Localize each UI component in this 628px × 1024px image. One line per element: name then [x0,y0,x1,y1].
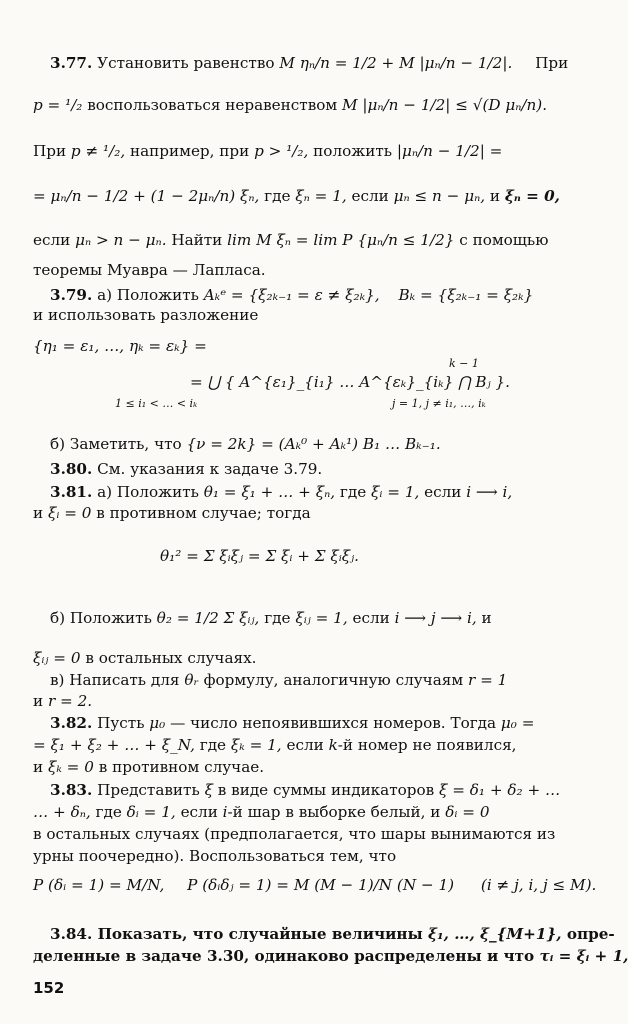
problem-3-79-eq-2 [190,374,510,391]
problem-number: 3.83. [50,781,93,799]
formula: M |μₙ/n − 1/2| ≤ √(D μₙ/n). [342,96,548,114]
problem-3-77-line-2: p = ¹/₂ воспользоваться неравенством M |μₙ/n − 1/2| ≤ √(D μₙ/n). [33,96,548,114]
problem-3-81-line-7: и r = 2. [33,692,93,710]
problem-number: 3.82. [50,714,93,732]
problem-3-79-eq-2-union-range: 1 ≤ i₁ < … < iₖ [115,397,198,410]
problem-3-79-line-2: и использовать разложение [33,306,259,324]
formula: {η₁ = ε₁, …, ηₖ = εₖ} = [33,337,207,355]
formula: Aₖᵉ = {ξ₂ₖ₋₁ = ε ≠ ξ₂ₖ}, [203,286,380,304]
problem-number: 3.84. [50,925,93,943]
problem-3-79-line-1: 3.79. а) Положить Aₖᵉ = {ξ₂ₖ₋₁ = ε ≠ ξ₂ₖ}, Bₖ = {ξ₂ₖ₋₁ = ξ₂ₖ} [50,286,534,304]
problem-number: 3.81. [50,483,93,501]
problem-3-77-line-6: теоремы Муавра — Лапласа. [33,261,266,279]
formula: = ⋃ { A^{ε₁}_{i₁} … A^{εₖ}_{iₖ} ⋂ Bⱼ }. [190,373,510,391]
problem-3-83-formulas: P (δᵢ = 1) = M/N, P (δᵢδⱼ = 1) = M (M − 1)/N (N − 1) (i ≠ j, i, j ≤ M). [33,876,597,894]
formula: = μₙ/n − 1/2 + (1 − 2μₙ/n) ξₙ, [33,187,260,205]
problem-3-84-line-2: деленные в задаче 3.30, одинаково распределены и что τᵢ = ξᵢ + 1, [33,947,628,965]
problem-3-77-line-5: если μₙ > n − μₙ. Найти lim M ξₙ = lim P {μₙ/n ≤ 1/2} с помощью [33,231,549,249]
problem-number: 3.80. [50,460,93,478]
problem-3-81-line-2: и ξᵢ = 0 в противном случае; тогда [33,504,311,522]
formula: θ₁² = Σ ξᵢξⱼ = Σ ξᵢ + Σ ξᵢξⱼ. [160,547,360,565]
formula: M ηₙ/n = 1/2 + M |μₙ/n − 1/2|. [279,54,513,72]
problem-3-81-sum-formula [160,548,359,565]
problem-3-82-line-3: и ξₖ = 0 в противном случае. [33,758,265,776]
problem-3-79-eq-1 [33,338,207,355]
problem-3-84-line-1: 3.84. Показать, что случайные величины ξ₁, …, ξ_{M+1}, опре- [50,925,615,943]
problem-3-83-line-3: в остальных случаях (предполагается, что шары вынимаются из [33,825,556,843]
problem-3-82-line-1: 3.82. Пусть μ₀ — число непоявившихся номеров. Тогда μ₀ = [50,714,535,732]
formula: lim M ξₙ = lim P {μₙ/n ≤ 1/2} [227,231,455,249]
problem-3-77-line-3: При p ≠ ¹/₂, например, при p > ¹/₂, положить |μₙ/n − 1/2| = [33,142,503,160]
problem-3-83-line-4: урны поочередно). Воспользоваться тем, что [33,847,397,865]
problem-3-81-line-b: б) Положить θ₂ = 1/2 Σ ξᵢⱼ, где ξᵢⱼ = 1, если i ⟶ j ⟶ i, и [50,609,492,627]
page-number: 152 [33,979,65,997]
problem-3-82-line-2: = ξ₁ + ξ₂ + … + ξ_N, где ξₖ = 1, если k-й номер не появился, [33,736,517,754]
problem-3-81-line-c: в) Написать для θᵣ формулу, аналогичную случаям r = 1 [50,671,508,689]
formula: {ν = 2k} = (Aₖ⁰ + Aₖ¹) B₁ … Bₖ₋₁. [186,435,441,453]
formula: |μₙ/n − 1/2| = [396,142,503,160]
problem-3-77-line-4: = μₙ/n − 1/2 + (1 − 2μₙ/n) ξₙ, где ξₙ = 1, если μₙ ≤ n − μₙ, и ξₙ = 0, [33,187,560,205]
problem-3-77-line-1: 3.77. Установить равенство M ηₙ/n = 1/2 + M |μₙ/n − 1/2|. При [50,54,569,72]
problem-3-79-line-b: б) Заметить, что {ν = 2k} = (Aₖ⁰ + Aₖ¹) B₁ … Bₖ₋₁. [50,435,441,453]
problem-3-81-line-1: 3.81. а) Положить θ₁ = ξ₁ + … + ξₙ, где ξᵢ = 1, если i ⟶ i, [50,483,513,501]
problem-3-83-line-1: 3.83. Представить ξ в виде суммы индикаторов ξ = δ₁ + δ₂ + … [50,781,561,799]
problem-number: 3.77. [50,54,93,72]
problem-3-81-line-5: ξᵢⱼ = 0 в остальных случаях. [33,649,257,667]
problem-3-79-eq-2-intersection-range: j = 1, j ≠ i₁, …, iₖ [392,397,486,410]
problem-number: 3.79. [50,286,93,304]
problem-3-80: 3.80. См. указания к задаче 3.79. [50,460,323,478]
formula: Bₖ = {ξ₂ₖ₋₁ = ξ₂ₖ} [398,286,534,304]
problem-3-83-line-2: … + δₙ, где δᵢ = 1, если i-й шар в выборке белый, и δᵢ = 0 [33,803,490,821]
problem-3-79-eq-2-upper: k − 1 [449,357,479,370]
